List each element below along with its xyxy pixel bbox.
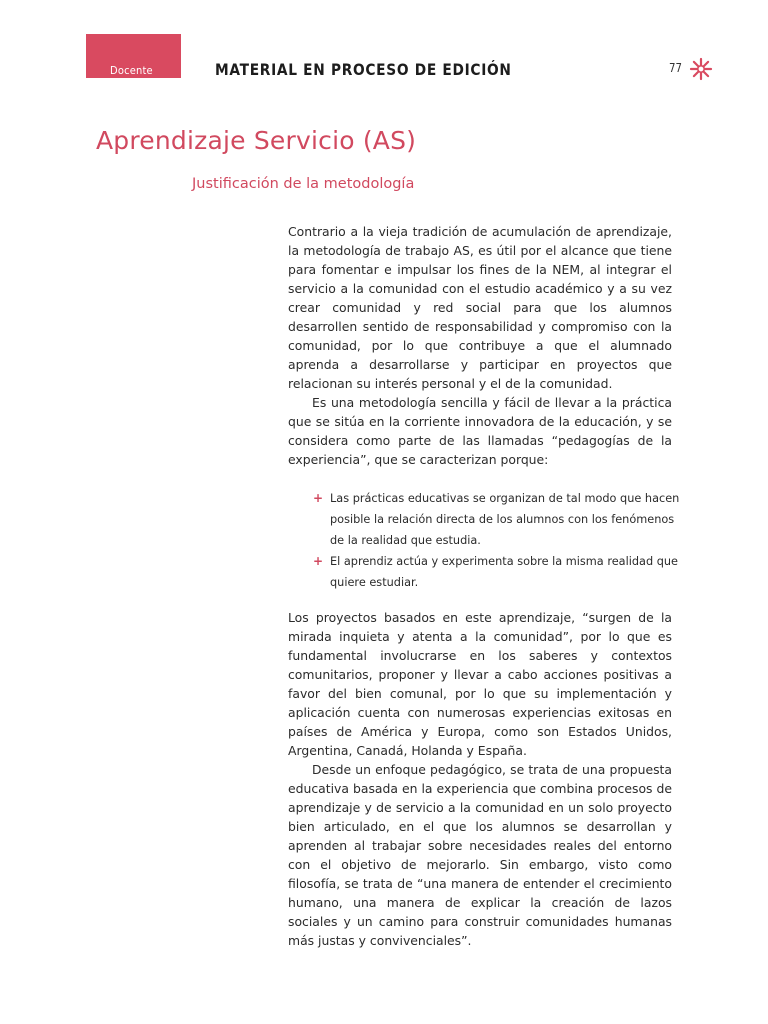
asterisk-star-icon [689, 57, 713, 81]
section-tab-label: Docente [110, 64, 153, 77]
paragraph: Los proyectos basados en este aprendizaje, “surgen de la mirada inquieta y atenta a la comunidad”, por lo que es fundamental involucrarse en los saberes y contextos comunitarios, proponer y llevar a cabo acciones positivas a favor del bien comunal, por lo que su implementación y aplicación cuenta con numerosas experiencias exitosas en países de América y Europa, como son Estados Unidos, Argentina, Canadá, Holanda y España. [288, 610, 672, 758]
paragraph: Contrario a la vieja tradición de acumulación de aprendizaje, la metodología de trabajo AS, es útil por el alcance que tiene para fomentar e impulsar los fines de la NEM, al integrar el servicio a la comunidad con el estudio académico y a su vez crear comunidad y red social para que los alumnos desarrollen sentido de responsabilidad y compromiso con la comunidad, por lo que contribuye a que el alumnado aprenda a desarrollarse y participar en proyectos que relacionan su interés personal y el de la comunidad. [288, 224, 672, 391]
paragraph: Desde un enfoque pedagógico, se trata de una propuesta educativa basada en la experiencia que combina procesos de aprendizaje y de servicio a la comunidad en un solo proyecto bien articulado, en el que los alumnos se desarrollan y aprenden al trabajar sobre necesidades reales del entorno con el objetivo de mejorarlo. Sin embargo, visto como filosofía, se trata de “una manera de entender el crecimiento humano, una manera de explicar la creación de lazos sociales y un camino para construir comunidades humanas más justas y convivenciales”. [288, 762, 672, 948]
bullet-text: El aprendiz actúa y experimenta sobre la misma realidad que quiere estudiar. [330, 555, 678, 589]
body-block-2 [288, 608, 672, 950]
running-header-title: MATERIAL EN PROCESO DE EDICIÓN [215, 60, 512, 79]
plus-icon: + [313, 554, 324, 568]
page-number: 77 [669, 61, 682, 75]
bullet-text: Las prácticas educativas se organizan de tal modo que hacen posible la relación directa de los alumnos con los fenómenos de la realidad que estudia. [330, 492, 680, 547]
bullet-item [313, 551, 685, 593]
body-block-1 [288, 222, 672, 469]
bullet-list [313, 488, 685, 593]
bullet-item [313, 488, 685, 551]
section-subtitle: Justificación de la metodología [192, 176, 415, 192]
section-tab [86, 34, 181, 78]
page-title: Aprendizaje Servicio (AS) [96, 126, 417, 155]
paragraph: Es una metodología sencilla y fácil de llevar a la práctica que se sitúa en la corriente innovadora de la educación, y se considera como parte de las llamadas “pedagogías de la experiencia”, que se caracterizan porque: [288, 395, 672, 467]
plus-icon: + [313, 491, 324, 505]
